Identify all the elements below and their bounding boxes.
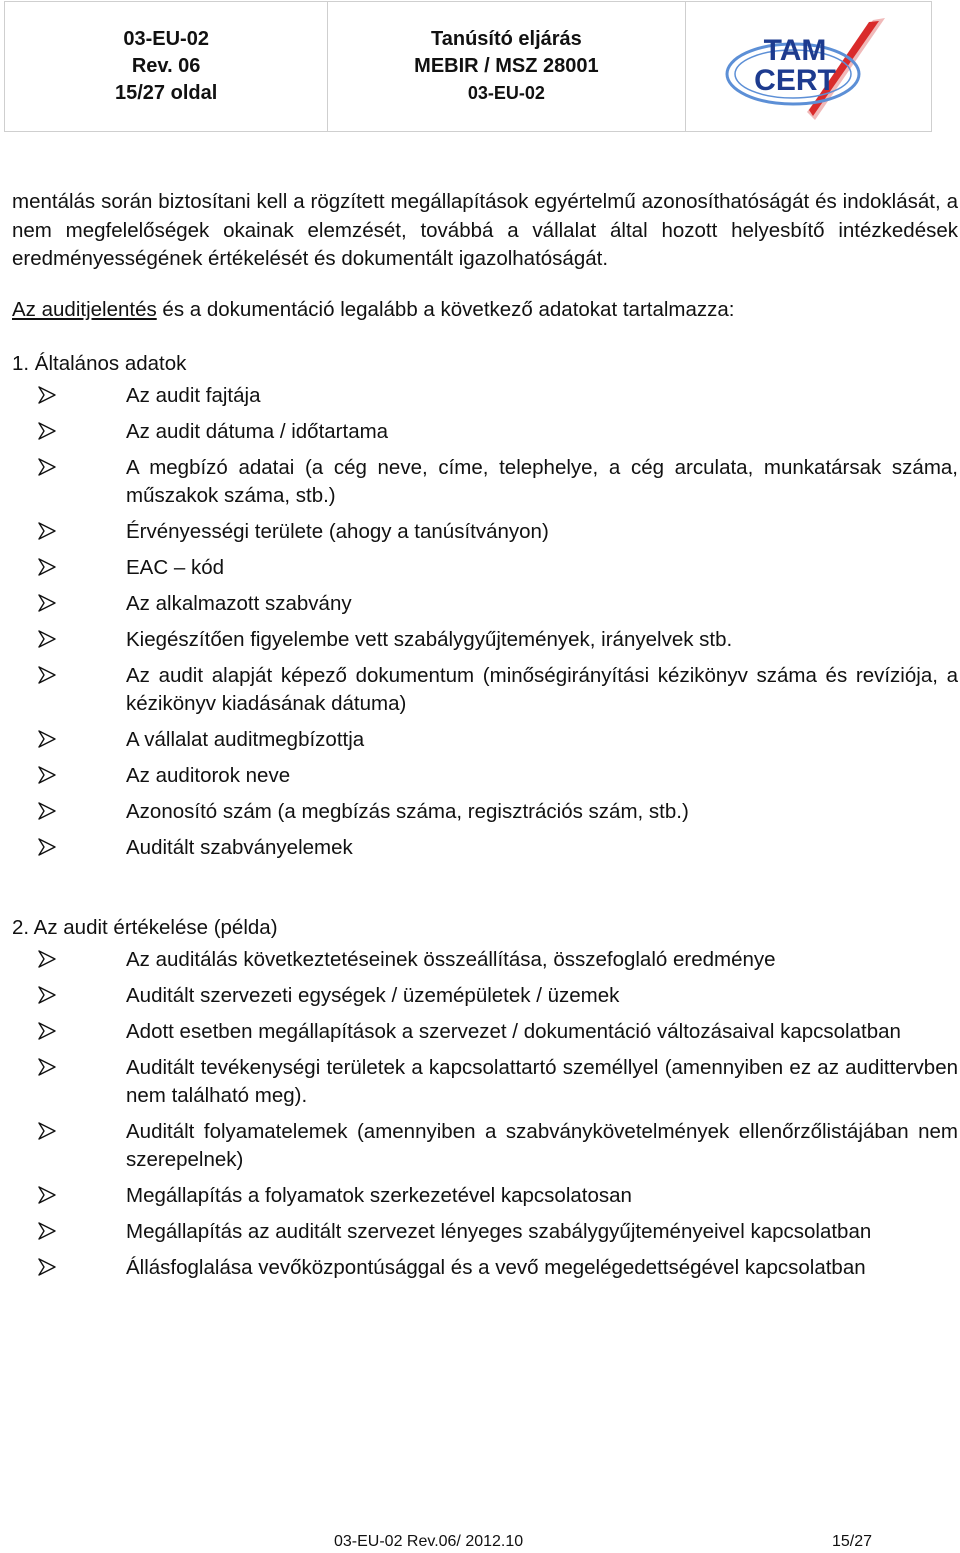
tamcert-logo bbox=[723, 12, 893, 122]
arrow-bullet-icon bbox=[38, 422, 56, 440]
list-item bbox=[12, 590, 958, 618]
list-item bbox=[12, 1182, 958, 1210]
list-item-text: Megállapítás az auditált szervezet lényeges szabálygyűjteményeivel kapcsolatban bbox=[126, 1219, 872, 1243]
report-intro bbox=[12, 296, 958, 324]
bullet-list bbox=[12, 382, 958, 862]
list-item bbox=[12, 1218, 958, 1246]
list-item-text: Adott esetben megállapítások a szervezet / dokumentáció változásaival kapcsolatban bbox=[126, 1019, 901, 1043]
section-audit-evaluation bbox=[12, 914, 958, 1282]
header-standard: MEBIR / MSZ 28001 bbox=[414, 55, 599, 77]
arrow-bullet-icon bbox=[38, 838, 56, 856]
list-item bbox=[12, 382, 958, 410]
list-item bbox=[12, 1118, 958, 1174]
header-logo-cell bbox=[686, 2, 931, 131]
arrow-bullet-icon bbox=[38, 522, 56, 540]
list-item bbox=[12, 518, 958, 546]
list-item-text: EAC – kód bbox=[126, 555, 224, 579]
arrow-bullet-icon bbox=[38, 666, 56, 684]
list-item-text: Az auditálás következtetéseinek összeállítása, összefoglaló eredménye bbox=[126, 947, 776, 971]
header-title bbox=[328, 2, 685, 131]
list-item bbox=[12, 982, 958, 1010]
list-item-text: A vállalat auditmegbízottja bbox=[126, 727, 365, 751]
list-item-text: Az alkalmazott szabvány bbox=[126, 591, 352, 615]
list-item bbox=[12, 454, 958, 510]
arrow-bullet-icon bbox=[38, 1222, 56, 1240]
arrow-bullet-icon bbox=[38, 802, 56, 820]
list-item-text: Az auditorok neve bbox=[126, 763, 291, 787]
footer-page-number: 15/27 bbox=[831, 1533, 872, 1550]
arrow-bullet-icon bbox=[38, 594, 56, 612]
list-item-text: Az audit dátuma / időtartama bbox=[126, 419, 389, 443]
arrow-bullet-icon bbox=[38, 1186, 56, 1204]
list-item-text: Érvényességi területe (ahogy a tanúsítványon) bbox=[126, 519, 549, 543]
page-content bbox=[12, 188, 958, 1290]
list-item bbox=[12, 1054, 958, 1110]
report-intro-rest: és a dokumentáció legalább a következő adatokat tartalmazza: bbox=[156, 297, 735, 321]
arrow-bullet-icon bbox=[38, 630, 56, 648]
list-item-text: Auditált szervezeti egységek / üzemépületek / üzemek bbox=[126, 983, 620, 1007]
arrow-bullet-icon bbox=[38, 458, 56, 476]
section-general-data bbox=[12, 350, 958, 862]
header-page: 15/27 oldal bbox=[115, 82, 218, 104]
header-doc-code: 03-EU-02 bbox=[123, 28, 209, 50]
list-item-text: Megállapítás a folyamatok szerkezetével kapcsolatosan bbox=[126, 1183, 632, 1207]
logo-text-bottom: CERT bbox=[754, 63, 837, 97]
header-doc-info bbox=[5, 2, 328, 131]
list-item bbox=[12, 418, 958, 446]
arrow-bullet-icon bbox=[38, 1022, 56, 1040]
list-item bbox=[12, 554, 958, 582]
arrow-bullet-icon bbox=[38, 766, 56, 784]
list-item bbox=[12, 626, 958, 654]
list-item-text: Auditált folyamatelemek (amennyiben a szabványkövetelmények ellenőrzőlistájában nem szerepelnek) bbox=[126, 1119, 958, 1171]
page-footer bbox=[0, 1533, 960, 1553]
list-item-text: Azonosító szám (a megbízás száma, regisztrációs szám, stb.) bbox=[126, 799, 689, 823]
list-item bbox=[12, 762, 958, 790]
arrow-bullet-icon bbox=[38, 1058, 56, 1076]
logo-text-top: TAM bbox=[763, 33, 827, 67]
list-item bbox=[12, 946, 958, 974]
arrow-bullet-icon bbox=[38, 386, 56, 404]
header-revision: Rev. 06 bbox=[131, 55, 201, 77]
list-item bbox=[12, 726, 958, 754]
bullet-list bbox=[12, 946, 958, 1282]
arrow-bullet-icon bbox=[38, 730, 56, 748]
list-item-text: Auditált tevékenységi területek a kapcsolattartó személlyel (amennyiben ez az audittervben nem található meg). bbox=[126, 1055, 958, 1107]
list-item bbox=[12, 798, 958, 826]
list-item bbox=[12, 1254, 958, 1282]
list-item bbox=[12, 834, 958, 862]
arrow-bullet-icon bbox=[38, 1258, 56, 1276]
list-item bbox=[12, 662, 958, 718]
list-item-text: Auditált szabványelemek bbox=[126, 835, 353, 859]
page-header bbox=[4, 1, 932, 132]
list-item-text: A megbízó adatai (a cég neve, címe, telephelye, a cég arculata, munkatársak száma, műszakok száma, stb.) bbox=[126, 455, 958, 507]
list-item-text: Az audit alapját képező dokumentum (minőségirányítási kézikönyv száma és revíziója, a kézikönyv kiadásának dátuma) bbox=[126, 663, 958, 715]
arrow-bullet-icon bbox=[38, 558, 56, 576]
list-item-text: Állásfoglalása vevőközpontúsággal és a vevő megelégedettségével kapcsolatban bbox=[126, 1255, 866, 1279]
header-doc-code-sub: 03-EU-02 bbox=[467, 83, 545, 103]
intro-paragraph: mentálás során biztosítani kell a rögzített megállapítások egyértelmű azonosíthatóságát és indoklását, a nem megfelelőségek okainak elemzését, továbbá a vállalat által hozott helyesbítő intézkedések eredményességének értékelését és dokumentált igazolhatóságát. bbox=[12, 190, 958, 270]
report-intro-underlined: Az auditjelentés bbox=[12, 297, 157, 321]
list-item bbox=[12, 1018, 958, 1046]
arrow-bullet-icon bbox=[38, 1122, 56, 1140]
list-item-text: Az audit fajtája bbox=[126, 383, 261, 407]
section-title: 1. Általános adatok bbox=[12, 351, 187, 375]
arrow-bullet-icon bbox=[38, 986, 56, 1004]
section-title: 2. Az audit értékelése (példa) bbox=[12, 915, 278, 939]
footer-doc-ref: 03-EU-02 Rev.06/ 2012.10 bbox=[334, 1533, 524, 1550]
list-item-text: Kiegészítően figyelembe vett szabálygyűjtemények, irányelvek stb. bbox=[126, 627, 733, 651]
header-doc-type: Tanúsító eljárás bbox=[431, 28, 582, 50]
arrow-bullet-icon bbox=[38, 950, 56, 968]
